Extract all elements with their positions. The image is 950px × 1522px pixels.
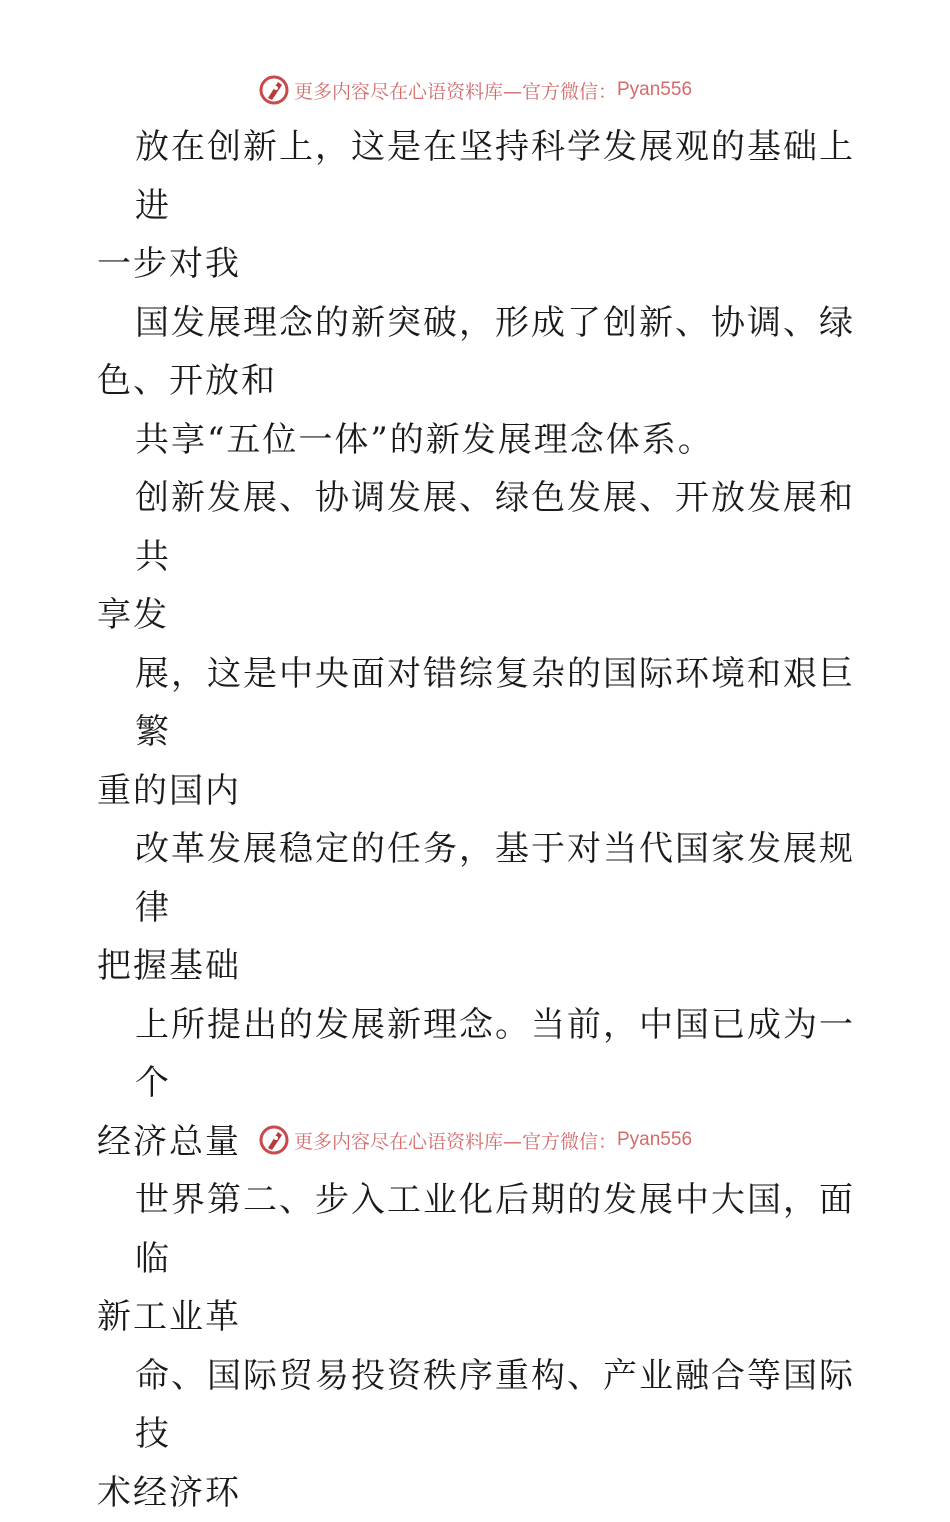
document-body (97, 118, 867, 1522)
paragraph-line: 享发 (97, 586, 867, 645)
paragraph-9 (97, 1347, 867, 1522)
paragraph-2 (97, 294, 867, 411)
footer-wechat-id: Pyan556 (617, 1129, 692, 1151)
paragraph-line: 创新发展、协调发展、绿色发展、开放发展和共 (97, 469, 867, 586)
paragraph-4 (97, 469, 867, 645)
paragraph-line: 上所提出的发展新理念。当前，中国已成为一个 (97, 996, 867, 1113)
paragraph-line: 重的国内 (97, 762, 867, 821)
paragraph-line: 世界第二、步入工业化后期的发展中大国，面临 (97, 1171, 867, 1288)
paragraph-8 (97, 1171, 867, 1347)
footer-watermark-banner (0, 1120, 950, 1160)
paragraph-line: 放在创新上，这是在坚持科学发展观的基础上进 (97, 118, 867, 235)
paragraph-line: 新工业革 (97, 1288, 867, 1347)
paragraph-line: 改革发展稳定的任务，基于对当代国家发展规律 (97, 820, 867, 937)
paragraph-5 (97, 645, 867, 821)
footer-banner-text: 更多内容尽在心语资料库—官方微信： (294, 1127, 617, 1154)
paragraph-line: 把握基础 (97, 937, 867, 996)
pen-nib-circle-icon (258, 74, 290, 106)
paragraph-6 (97, 820, 867, 996)
paragraph-3 (97, 411, 867, 470)
paragraph-line: 色、开放和 (97, 352, 867, 411)
header-watermark-banner (0, 70, 950, 110)
paragraph-line: 术经济环 (97, 1464, 867, 1522)
paragraph-line: 命、国际贸易投资秩序重构、产业融合等国际技 (97, 1347, 867, 1464)
header-wechat-id: Pyan556 (617, 79, 692, 101)
paragraph-line: 一步对我 (97, 235, 867, 294)
paragraph-line: 共享“五位一体”的新发展理念体系。 (97, 411, 867, 470)
paragraph-1 (97, 118, 867, 294)
pen-nib-circle-icon (258, 1124, 290, 1156)
paragraph-line: 展，这是中央面对错综复杂的国际环境和艰巨繁 (97, 645, 867, 762)
header-banner-text: 更多内容尽在心语资料库—官方微信： (294, 77, 617, 104)
paragraph-line: 经济总量 (97, 1113, 867, 1172)
paragraph-line: 国发展理念的新突破，形成了创新、协调、绿 (97, 294, 867, 353)
